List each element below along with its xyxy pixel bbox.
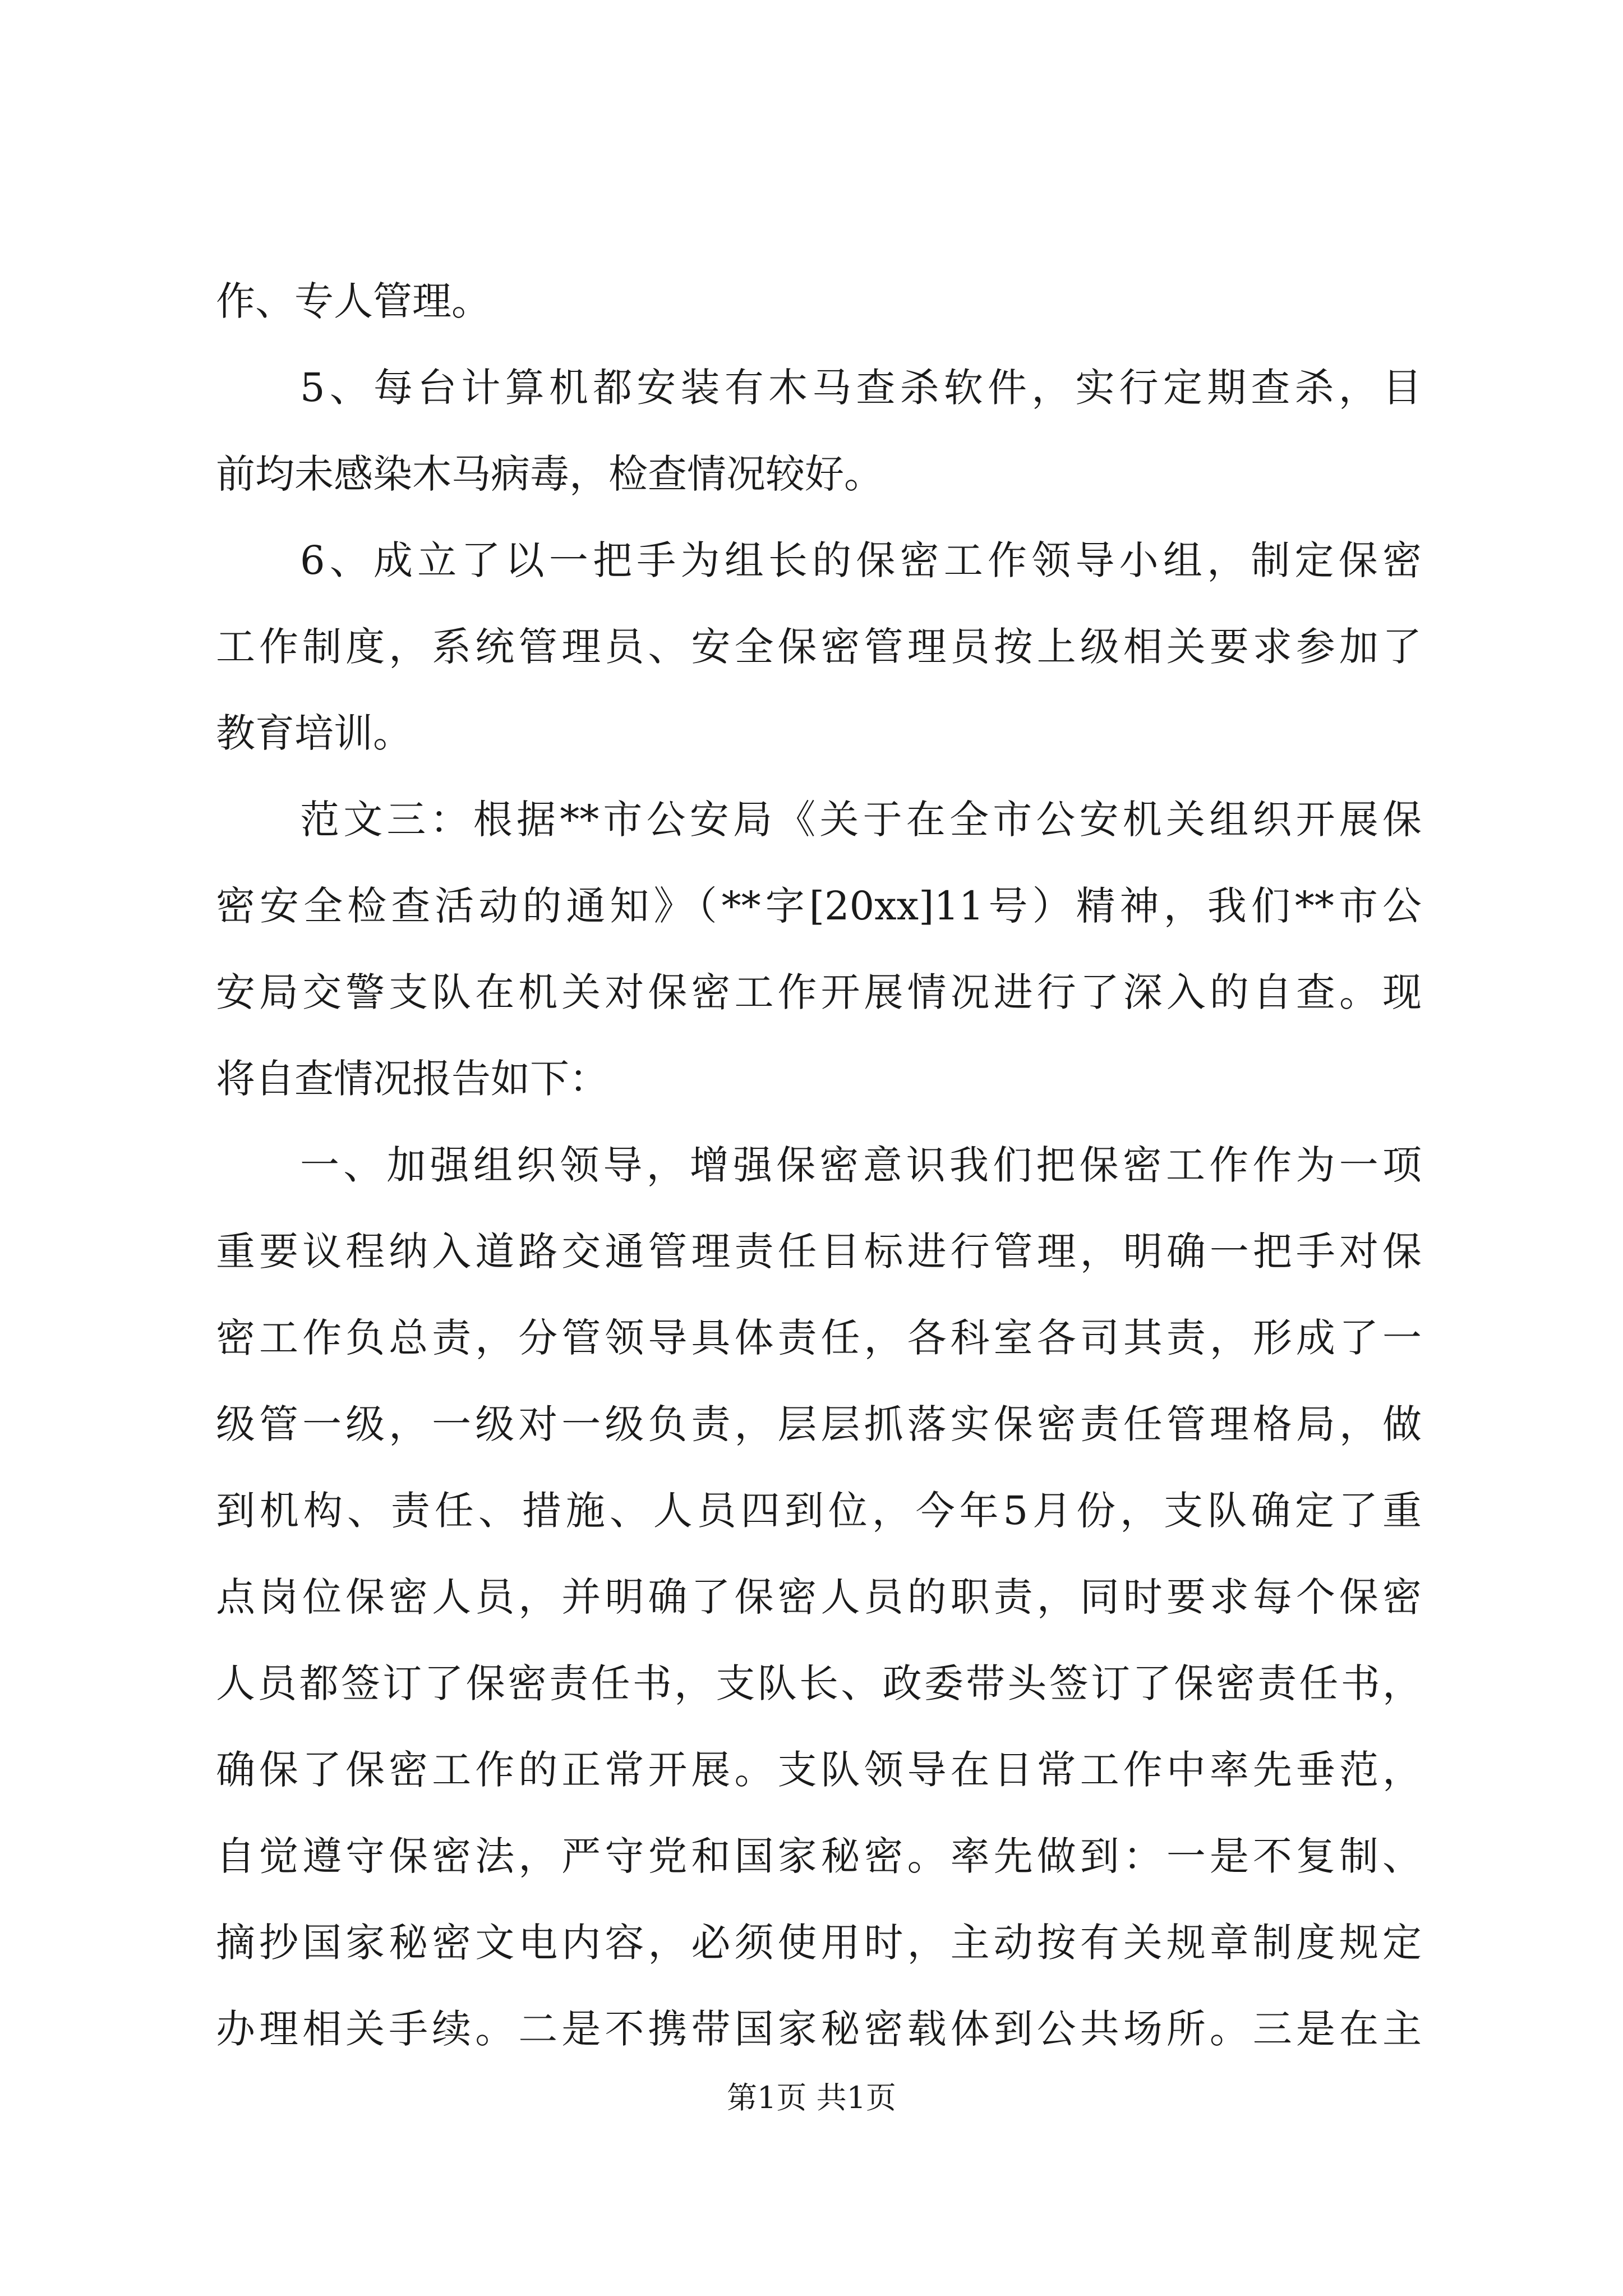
text-line: 工作制度，系统管理员、安全保密管理员按上级相关要求参加了 xyxy=(216,624,1422,670)
text-line: 范文三：根据**市公安局《关于在全市公安机关组织开展保 xyxy=(300,797,1422,843)
page-number: 第1页 共1页 xyxy=(727,2080,896,2115)
text-line: 密工作负总责，分管领导具体责任，各科室各司其责，形成了一 xyxy=(216,1315,1422,1361)
text-line: 办理相关手续。二是不携带国家秘密载体到公共场所。三是在主 xyxy=(216,2006,1422,2052)
text-line: 确保了保密工作的正常开展。支队领导在日常工作中率先垂范， xyxy=(216,1747,1422,1793)
text-line: 级管一级，一级对一级负责，层层抓落实保密责任管理格局，做 xyxy=(216,1401,1422,1447)
document-body xyxy=(216,258,1422,2072)
text-line: 前均未感染木马病毒，检查情况较好。 xyxy=(216,451,883,497)
text-line: 5、每台计算机都安装有木马查杀软件，实行定期查杀，目 xyxy=(300,365,1422,411)
text-line: 到机构、责任、措施、人员四到位，今年5月份，支队确定了重 xyxy=(216,1488,1422,1534)
text-line: 6、成立了以一把手为组长的保密工作领导小组，制定保密 xyxy=(300,537,1422,583)
text-line: 作、专人管理。 xyxy=(216,278,491,324)
page-footer xyxy=(0,2078,1623,2118)
text-line: 密安全检查活动的通知》（**字[20xx]11号）精神，我们**市公 xyxy=(216,883,1422,929)
text-line: 重要议程纳入道路交通管理责任目标进行管理，明确一把手对保 xyxy=(216,1228,1422,1274)
text-line: 将自查情况报告如下： xyxy=(216,1056,608,1102)
text-line: 安局交警支队在机关对保密工作开展情况进行了深入的自查。现 xyxy=(216,969,1422,1015)
text-line: 点岗位保密人员，并明确了保密人员的职责，同时要求每个保密 xyxy=(216,1574,1422,1620)
text-line: 自觉遵守保密法，严守党和国家秘密。率先做到：一是不复制、 xyxy=(216,1833,1422,1879)
text-line: 摘抄国家秘密文电内容，必须使用时，主动按有关规章制度规定 xyxy=(216,1920,1422,1966)
text-line: 人员都签订了保密责任书，支队长、政委带头签订了保密责任书， xyxy=(216,1660,1422,1706)
text-line: 教育培训。 xyxy=(216,710,412,756)
text-line: 一、加强组织领导，增强保密意识我们把保密工作作为一项 xyxy=(300,1142,1422,1188)
